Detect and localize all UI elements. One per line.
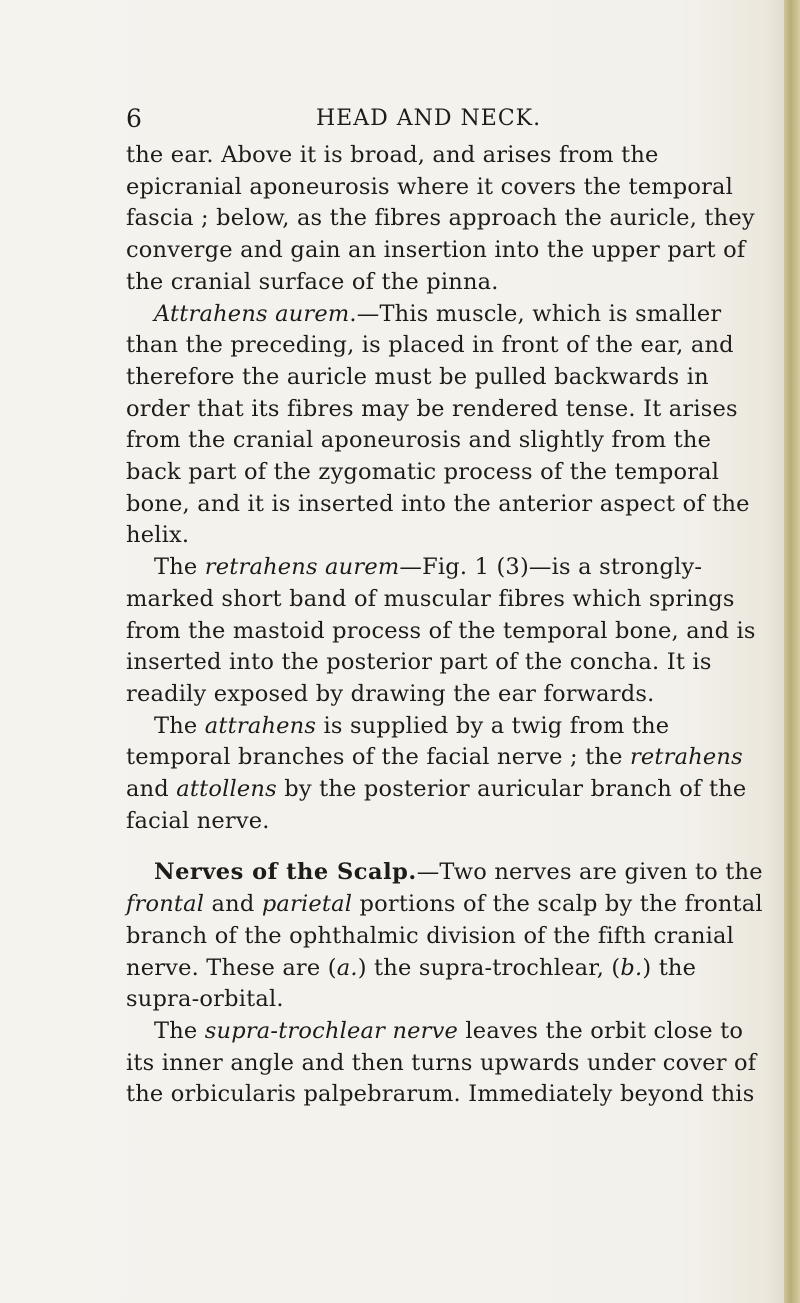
text-run: by the posterior auricular branch of the facial nerve. [126, 776, 747, 834]
italic-term: parietal [261, 891, 353, 918]
page-header [126, 104, 746, 134]
italic-term: frontal [126, 891, 205, 918]
text-run: —Fig. 1 (3)—is a strongly-marked short band of muscular fibres which springs from the mastoid process of the temporal bone, and is inserted into the posterior part of the concha. It is readily exposed by drawing the ear forwards. [126, 554, 756, 707]
italic-term: retrahens aurem [204, 554, 400, 581]
text-run: is supplied by a twig from the temporal branches of the facial nerve ; the [126, 712, 670, 771]
paragraph [126, 552, 766, 711]
text-run: leaves the orbit close to its inner angle and then turns upwards under cover of the orbicularis palpebrarum. Immediately beyond this [126, 1017, 757, 1108]
text-run: The [154, 554, 205, 581]
text-run: .—This muscle, which is smaller than the preceding, is placed in front of the ear, and therefore the auricle must be pulled backwards in order that its fibres may be rendered tense. It arises from the cranial aponeurosis and slightly from the back part of the zygomatic process of the temporal bone, and it is inserted into the anterior aspect of the helix. [126, 300, 750, 549]
text-run: —Two nerves are given to the [416, 859, 763, 886]
text-run: and [126, 776, 177, 803]
paragraph [126, 711, 766, 838]
section-heading: Nerves of the Scalp. [154, 859, 417, 886]
italic-term: b. [620, 954, 643, 981]
page-number: 6 [126, 104, 142, 133]
italic-term: attrahens [204, 712, 317, 739]
italic-term: retrahens [629, 744, 743, 771]
paragraph [126, 1016, 766, 1111]
body-text [126, 140, 766, 1111]
italic-term: attollens [176, 776, 277, 803]
text-run: and [204, 891, 262, 918]
paragraph [126, 140, 766, 299]
text-run: The [154, 1017, 205, 1044]
text-run: ) the supra-trochlear, ( [357, 954, 621, 981]
paragraph [126, 299, 766, 553]
running-head: HEAD AND NECK. [316, 106, 542, 131]
italic-term: Attrahens aurem [154, 300, 350, 327]
text-run: ) the supra-orbital. [126, 954, 697, 1013]
text-run: the ear. Above it is broad, and arises from the epicranial aponeurosis where it covers the temporal fascia ; below, as the fibres approach the auricle, they converge and gain an insertion into the upper part of the cranial surface of the pinna. [126, 142, 755, 295]
paragraph-gap [126, 837, 766, 857]
page-edge [784, 0, 800, 1303]
text-run: portions of the scalp by the frontal branch of the ophthalmic division of the fifth cranial nerve. These are ( [126, 891, 763, 981]
paragraph [126, 857, 766, 1016]
italic-term: a. [336, 954, 358, 981]
italic-term: supra-trochlear nerve [204, 1017, 459, 1044]
text-run: The [154, 712, 205, 739]
